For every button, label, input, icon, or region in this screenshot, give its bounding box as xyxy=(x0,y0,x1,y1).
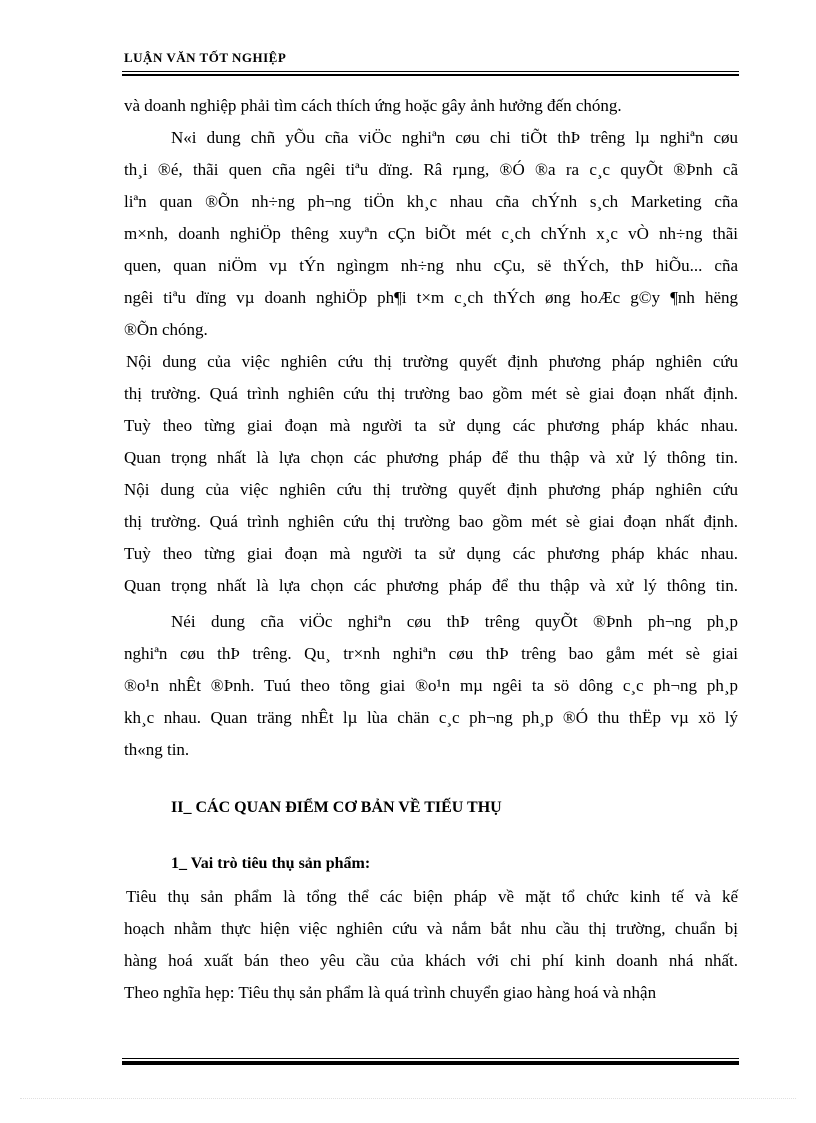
text-line: thị trường. Quá trình nghiên cứu thị trường bao gồm mét sè giai đoạn nhất định. xyxy=(124,512,738,531)
header-title: LUẬN VĂN TỐT NGHIỆP xyxy=(124,50,287,65)
page-edge-divider xyxy=(20,1098,796,1099)
text-line: m×nh, doanh nghiÖp thêng xuyªn cÇn biÕt mét c¸ch chÝnh x¸c vÒ nh÷ng thãi xyxy=(124,224,738,243)
text-line: Tuỳ theo từng giai đoạn mà người ta sử dụng các phương pháp khác nhau. xyxy=(124,544,738,563)
text-line: và doanh nghiệp phải tìm cách thích ứng hoặc gây ảnh hưởng đến chóng. xyxy=(124,96,622,115)
text-line: Tuỳ theo từng giai đoạn mà người ta sử dụng các phương pháp khác nhau. xyxy=(124,416,738,435)
section-heading: II_ CÁC QUAN ĐIỂM CƠ BẢN VỀ TIẾU THỤ xyxy=(171,799,502,816)
text-line: th¸i ®é, thãi quen cña ngêi tiªu dïng. Râ rµng, ®Ó ®a ra c¸c quyÕt ®Þnh cã xyxy=(124,160,738,179)
header-rule-thick xyxy=(122,74,739,76)
text-line: Tiêu thụ sản phẩm là tổng thể các biện pháp về mặt tổ chức kinh tế và kế xyxy=(126,887,738,906)
text-line: nghiªn cøu thÞ trêng. Qu¸ tr×nh nghiªn cøu thÞ trêng bao gåm mét sè giai xyxy=(124,644,738,663)
text-line: Quan trọng nhất là lựa chọn các phương pháp để thu thập và xử lý thông tin. xyxy=(124,576,738,595)
text-line: th«ng tin. xyxy=(124,740,190,759)
header-rule-thin xyxy=(122,71,739,72)
text-line: quen, quan niÖm vµ tÝn ngìngm nh÷ng nhu cÇu, së thÝch, thÞ hiÕu... cña xyxy=(124,256,738,275)
text-line: liªn quan ®Õn nh÷ng ph¬ng tiÖn kh¸c nhau cña chÝnh s¸ch Marketing cña xyxy=(124,192,738,211)
text-line: hoạch nhằm thực hiện việc nghiên cứu và nắm bắt nhu cầu thị trường, chuẩn bị xyxy=(124,919,738,938)
text-line: Quan trọng nhất là lựa chọn các phương pháp để thu thập và xử lý thông tin. xyxy=(124,448,738,467)
text-line: Theo nghĩa hẹp: Tiêu thụ sản phẩm là quá trình chuyển giao hàng hoá và nhận xyxy=(124,983,657,1002)
footer-rule-thin xyxy=(122,1058,739,1059)
footer-rule-thick xyxy=(122,1061,739,1065)
text-line: ®Õn chóng. xyxy=(124,320,208,339)
text-line: thị trường. Quá trình nghiên cứu thị trường bao gồm mét sè giai đoạn nhất định. xyxy=(124,384,738,403)
subsection-heading: 1_ Vai trò tiêu thụ sản phẩm: xyxy=(171,855,371,872)
text-line: Nội dung của việc nghiên cứu thị trường quyết định phương pháp nghiên cứu xyxy=(126,352,738,371)
text-line: kh¸c nhau. Quan träng nhÊt lµ lùa chän c¸c ph¬ng ph¸p ®Ó thu thËp vµ xö lý xyxy=(124,708,738,727)
text-line: ®o¹n nhÊt ®Þnh. Tuú theo tõng giai ®o¹n mµ ngêi ta sö dông c¸c ph¬ng ph¸p xyxy=(124,676,738,695)
text-line: ngêi tiªu dïng vµ doanh nghiÖp ph¶i t×m c¸ch thÝch øng hoÆc g©y ¶nh hëng xyxy=(124,288,738,307)
text-line: N«i dung chñ yÕu cña viÖc nghiªn cøu chi tiÕt thÞ trêng lµ nghiªn cøu xyxy=(171,128,738,147)
text-line: Néi dung cña viÖc nghiªn cøu thÞ trêng quyÕt ®Þnh ph¬ng ph¸p xyxy=(171,612,738,631)
text-line: Nội dung của việc nghiên cứu thị trường quyết định phương pháp nghiên cứu xyxy=(124,480,738,499)
text-line: hàng hoá xuất bán theo yêu cầu của khách với chi phí kinh doanh nhá nhất. xyxy=(124,951,738,970)
